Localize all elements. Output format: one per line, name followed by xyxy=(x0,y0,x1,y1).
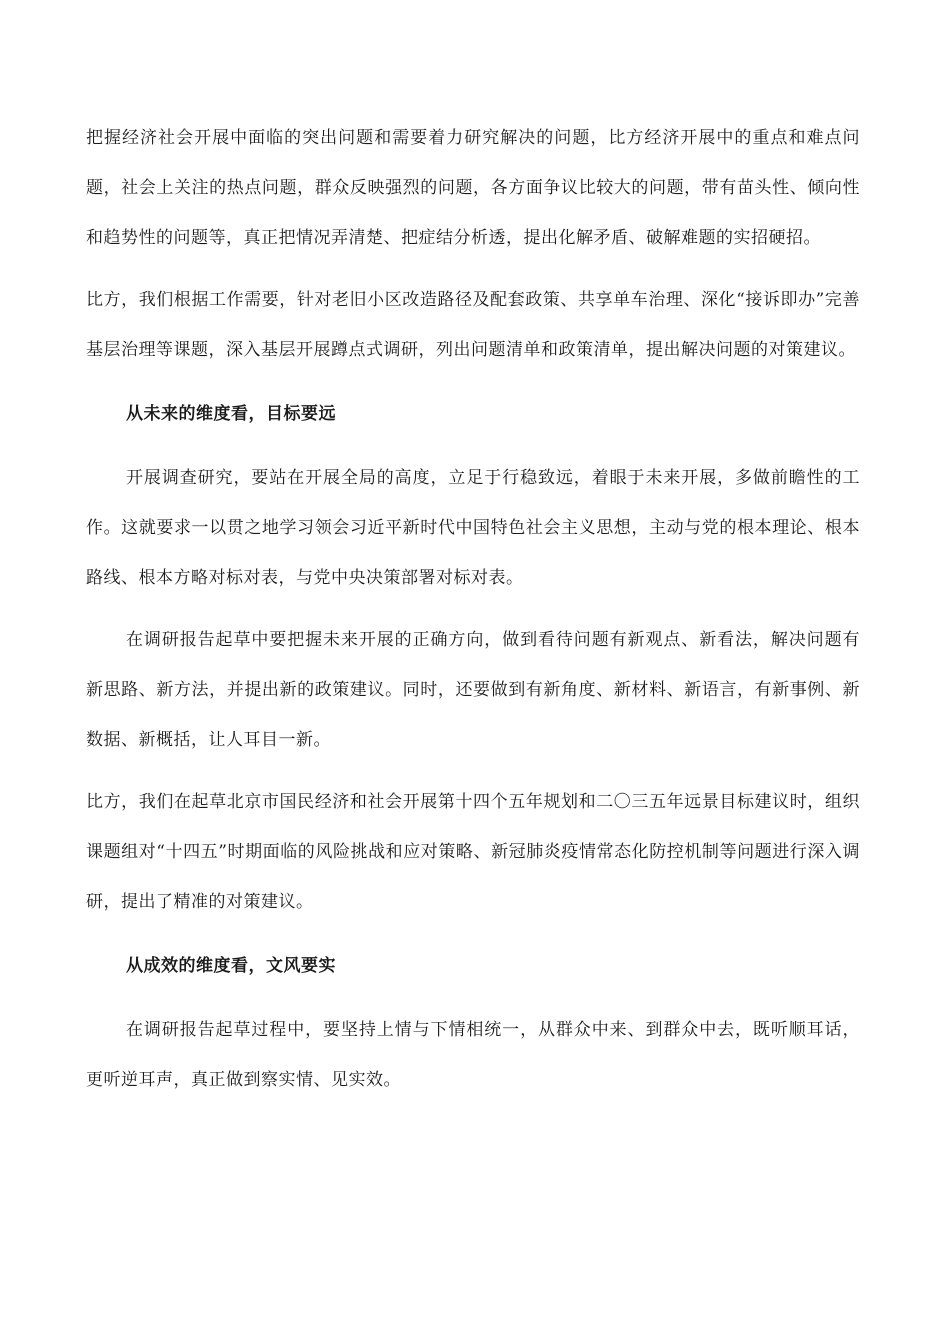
section-heading-future: 从未来的维度看，目标要远 xyxy=(126,404,336,424)
spacer xyxy=(86,991,860,1005)
spacer xyxy=(86,765,860,777)
paragraph-example-old-community: 比方，我们根据工作需要，针对老旧小区改造路径及配套政策、共享单车治理、深化“接诉即办”完善基层治理等课题，深入基层开展蹲点式调研，列出问题清单和政策清单，提出解决问题的对策建议。 xyxy=(86,290,860,360)
spacer xyxy=(86,375,860,389)
spacer xyxy=(86,927,860,941)
paragraph-research-overall: 开展调查研究，要站在开展全局的高度，立足于行稳致远，着眼于未来开展，多做前瞻性的工作。这就要求一以贯之地学习领会习近平新时代中国特色社会主义思想，主动与党的根本理论、根本路线、根本方略对标对表，与党中央决策部署对标对表。 xyxy=(86,468,860,588)
document-body xyxy=(86,113,860,1105)
paragraph-report-direction: 在调研报告起草中要把握未来开展的正确方向，做到看待问题有新观点、新看法，解决问题有新思路、新方法，并提出新的政策建议。同时，还要做到有新角度、新材料、新语言，有新事例、新数据、新概括，让人耳目一新。 xyxy=(86,630,860,750)
spacer xyxy=(86,439,860,453)
section-heading-effect: 从成效的维度看，文风要实 xyxy=(126,956,336,976)
paragraph-report-drafting: 在调研报告起草过程中，要坚持上情与下情相统一，从群众中来、到群众中去，既听顺耳话，更听逆耳声，真正做到察实情、见实效。 xyxy=(86,1020,860,1090)
spacer xyxy=(86,263,860,275)
spacer xyxy=(86,603,860,615)
paragraph-example-five-year-plan: 比方，我们在起草北京市国民经济和社会开展第十四个五年规划和二〇三五年远景目标建议时，组织课题组对“十四五”时期面临的风险挑战和应对策略、新冠肺炎疫情常态化防控机制等问题进行深入调研，提出了精准的对策建议。 xyxy=(86,792,860,912)
paragraph-problems: 把握经济社会开展中面临的突出问题和需要着力研究解决的问题，比方经济开展中的重点和难点问题，社会上关注的热点问题，群众反映强烈的问题，各方面争议比较大的问题，带有苗头性、倾向性和趋势性的问题等，真正把情况弄清楚、把症结分析透，提出化解矛盾、破解难题的实招硬招。 xyxy=(86,128,860,248)
